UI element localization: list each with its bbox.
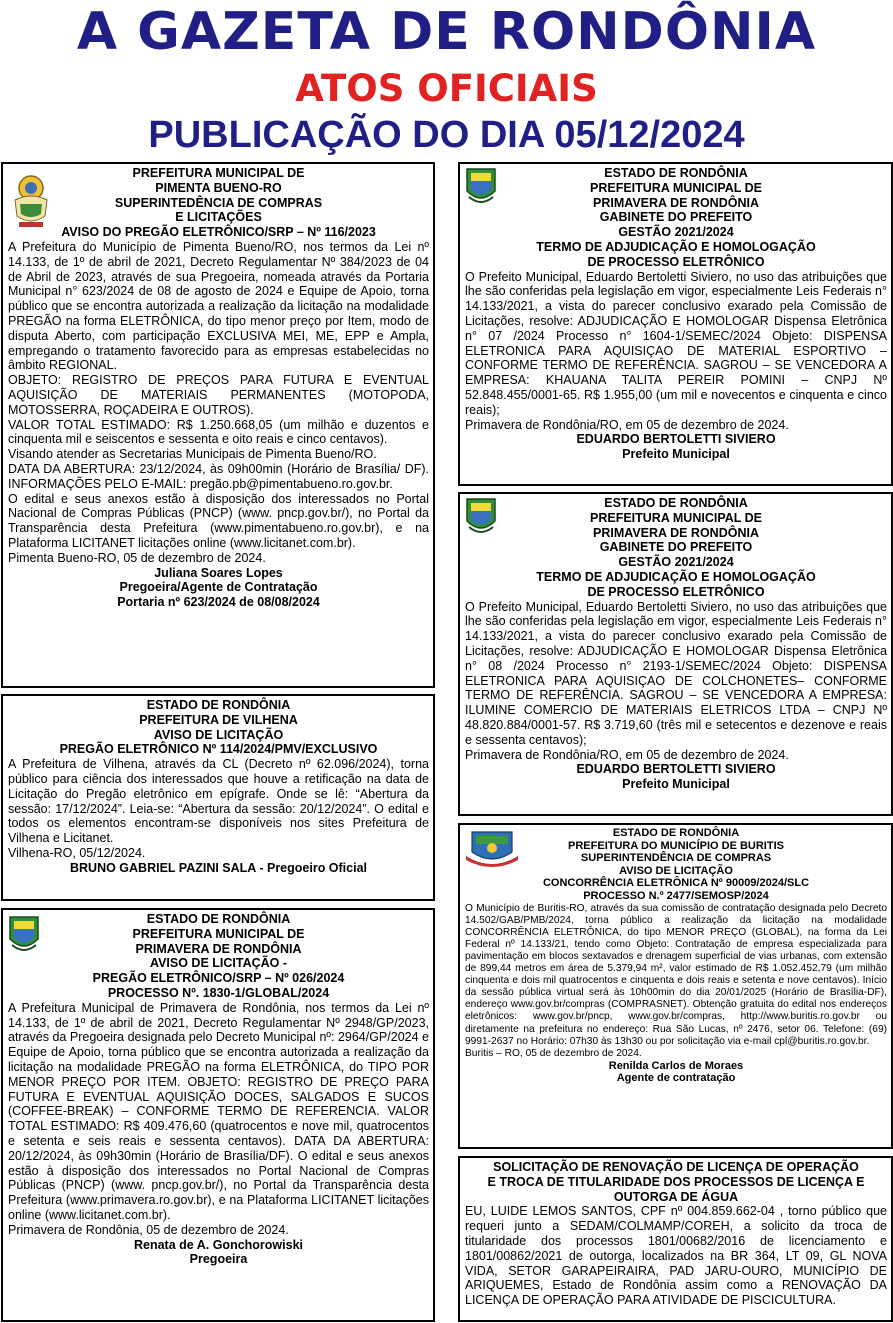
masthead-subtitle: ATOS OFICIAIS	[295, 67, 598, 110]
primavera-crest-icon	[465, 167, 497, 207]
notice-signature: Renata de A. Gonchorowiski Pregoeira	[133, 1237, 303, 1267]
notice-header: ESTADO DE RONDÔNIA PREFEITURA MUNICIPAL DE PRIMAVERA DE RONDÔNIA GABINETE DO PREFEITO GESTÃO 2021/2024 TERMO DE ADJUDICAÇÃO E HOMOLOGAÇÃO DE PROCESSO ELETRÔNICO	[536, 496, 816, 599]
notice-header: SOLICITAÇÃO DE RENOVAÇÃO DE LICENÇA DE OPERAÇÃO E TROCA DE TITULARIDADE DOS PROCESSOS DE LICENÇA E OUTORGA DE ÁGUA	[487, 1160, 865, 1204]
notice-primavera-aviso	[1, 908, 435, 1322]
notice-body: O Prefeito Municipal, Eduardo Bertoletti Siviero, no uso das atribuições que lhe são conferidas pela legislação em vigor, especialmente Leis Federais n° 14.133/2021, a vista do parecer conclusivo exarado pela Comissão de Licitações, resolve: ADJUDICAÇÃO E HOMOLOGAR Dispensa Eletrônica n° 08 /2024 Processo n° 2193-1/SEMEC/2024 Objeto: DISPENSA ELETRONICA PARA AQUISIÇAO DE COLCHONETES– CONFORME TERMO DE REFERÊNCIA. SAGROU – SE VENCEDORA A EMPRESA: ILUMINE COMERCIO DE MATERIAIS ELETRICOS LTDA – CNPJ Nº 48.820.884/0001-57. R$ 3.719,60 (três mil e setecentos e dezenove e reais e sessenta centavos); Primavera de Rondônia/RO, em 05 de dezembro de 2024.	[465, 599, 887, 762]
notice-licenca	[458, 1156, 893, 1322]
notice-pimenta-bueno	[1, 162, 435, 688]
primavera-crest-icon	[465, 497, 497, 537]
pimenta-bueno-crest-icon	[11, 170, 51, 230]
buritis-crest-icon	[466, 828, 518, 868]
notice-primavera-termo-2	[458, 492, 893, 816]
notice-vilhena	[1, 694, 435, 901]
notice-signature: Renilda Carlos de Moraes Agente de contratação	[608, 1059, 744, 1085]
notice-body: EU, LUIDE LEMOS SANTOS, CPF nº 004.859.662-04 , torno público que requeri junto a SEDAM/COLMAMP/COREH, a solicito da troca de titularidade dos processos 1801/00682/2016 de licenciamento e 1801/00862/2021 de outorga, localizados na BR 364, LT 09, GL NOVA VIDA, SETOR GARAPEIRAIRA, PAD JARU-OURO, MUNICÍPIO DE ARIQUEMES, Estado de Rondônia assim como a RENOVAÇÃO DA LICENÇA DE OPERAÇÃO PARA ATIVIDADE DE PISCICULTURA.	[465, 1204, 887, 1308]
notice-signature: EDUARDO BERTOLETTI SIVIERO Prefeito Municipal	[576, 762, 776, 792]
notice-body: A Prefeitura Municipal de Primavera de Rondônia, nos termos da Lei nº 14.133, de 1º de abril de 2021, Decreto Regulamentar Nº 2948/GP/2023, através da Pregoeira designada pelo Decreto Municipal nº: 2964/GP/2024 e Equipe de Apoio, torna público que se encontra autorizada a realização da licitação na modalidade PREGÃO na forma ELETRÔNICA, do TIPO POR MENOR PREÇO POR ITEM. OBJETO: REGISTRO DE PREÇO PARA FUTURA E EVENTUAL AQUISIÇÃO DOCES, SALGADOS E SUCOS (COFFEE-BREAK) – CONFORME TERMO DE REFERENCIA. VALOR TOTAL ESTIMADO: R$ 409.476,60 (quatrocentos e nove mil, quatrocentos e setenta e seis reais e sessenta centavos). DATA DA ABERTURA: 20/12/2024, às 09h30min (Horário de Brasília/DF). O edital e seus anexos estão à disposição dos interessados no Portal Nacional de Compras Públicas (PNCP) (www. pncp.gov.br/), no Portal da Transparência desta Prefeitura (www.primavera.ro.gov.br), e na Plataforma LICITANET licitações online (www.licitanet.com.br). Primavera de Rondônia, 05 de dezembro de 2024.	[8, 1000, 429, 1237]
notice-header: ESTADO DE RONDÔNIA PREFEITURA DE VILHENA AVISO DE LICITAÇÃO PREGÃO ELETRÔNICO Nº 114/2024/PMV/EXCLUSIVO	[59, 698, 378, 757]
notice-header: ESTADO DE RONDÔNIA PREFEITURA DO MUNICÍPIO DE BURITIS SUPERINTENDÊNCIA DE COMPRAS AVISO DE LICITAÇÃO CONCORRÊNCIA ELETRÔNICA Nº 90009/2024/SLC PROCESSO N.º 2477/SEMOSP/2024	[542, 827, 810, 902]
notice-signature: EDUARDO BERTOLETTI SIVIERO Prefeito Municipal	[576, 432, 776, 462]
notice-signature: Juliana Soares Lopes Pregoeira/Agente de Contratação Portaria nº 623/2024 de 08/08/2024	[117, 565, 320, 610]
notice-header: ESTADO DE RONDÔNIA PREFEITURA MUNICIPAL DE PRIMAVERA DE RONDÔNIA GABINETE DO PREFEITO GESTÃO 2021/2024 TERMO DE ADJUDICAÇÃO E HOMOLOGAÇÃO DE PROCESSO ELETRÔNICO	[536, 166, 816, 269]
primavera-crest-icon	[8, 915, 40, 955]
notice-body: A Prefeitura de Vilhena, através da CL (Decreto nº 62.096/2024), torna público para ciência dos interessados que houve a retificação na data de Licitação do Pregão eletrônico em epígrafe. Onde se lê: “Abertura da sessão: 17/12/2024”. Leia-se: “Abertura da sessão: 20/12/2024”. O edital e todos os elementos encontram-se disponíveis nos sites Prefeitura de Vilhena e Licitanet. Vilhena-RO, 05/12/2024.	[8, 757, 429, 860]
notice-body: O Prefeito Municipal, Eduardo Bertoletti Siviero, no uso das atribuições que lhe são conferidas pela legislação em vigor, especialmente Leis Federais n° 14.133/2021, a vista do parecer conclusivo exarado pela Comissão de Licitações, resolve: ADJUDICAÇÃO E HOMOLOGAR Dispensa Eletrônica n° 07 /2024 Processo n° 1604-1/SEMEC/2024 Objeto: DISPENSA ELETRONICA PARA AQUISIÇAO DE MATERIAL ESPORTIVO – CONFORME TERMO DE REFERÊNCIA. SAGROU – SE VENCEDORA A EMPRESA: KHAUANA TALITA PEREIR POMINI – CNPJ Nº 52.848.455/0001-65. R$ 1.955,00 (um mil e novecentos e cinquenta e cinco reais); Primavera de Rondônia/RO, em 05 de dezembro de 2024.	[465, 269, 887, 432]
publication-date: PUBLICAÇÃO DO DIA 05/12/2024	[148, 114, 745, 156]
masthead-title: A GAZETA DE RONDÔNIA	[76, 2, 817, 62]
notice-header: ESTADO DE RONDÔNIA PREFEITURA MUNICIPAL DE PRIMAVERA DE RONDÔNIA AVISO DE LICITAÇÃO - PREGÃO ELETRÔNICO/SRP – Nº 026/2024 PROCESSO Nº. 1830-1/GLOBAL/2024	[92, 912, 345, 1000]
notice-body: O Município de Buritis-RO, através da sua comissão de contratação designada pelo Decreto 14.502/GAB/PMB/2024, torna público a realização da licitação na modalidade CONCORRÊNCIA ELETRÔNICA, do tipo MENOR PREÇO (GLOBAL), na forma da Lei Federal nº 14.133/21, tendo como Objeto: Contratação de empresa especializada para pavimentação em blocos sextavados e drenagem superficial de vias urbanas, com extensão de 899,44 metros em área de 5.379,94 m², valor estimado de R$ 1.052.452,79 (um milhão cinquenta e dois mil quatrocentos e cinquenta e dois reais e setenta e nove centavos). Início da sessão pública virtual será às 10h00min do dia 20/01/2025 (Horário de Brasília-DF), endereço www.gov.br/compras (COMPRASNET). Obtenção gratuita do edital nos endereços eletrônicos: www.gov.br/pncp, www.gov.br/compras, http://www.buritis.ro.gov.br ou diretamente na prefeitura no endereço: Rua São Lucas, nº 2476, setor 06. Telefone: (69) 9991-2637 no Horário: 07h30 às 13h30 ou por solicitação via e-mail cpl@buritis.ro.gov.br. Buritis – RO, 05 de dezembro de 2024.	[465, 902, 887, 1059]
notice-signature: BRUNO GABRIEL PAZINI SALA - Pregoeiro Oficial	[69, 860, 368, 875]
notice-body: A Prefeitura do Município de Pimenta Bueno/RO, nos termos da Lei nº 14.133, de 1º de abril de 2021, Decreto Regulamentar Nº 384/2023 de 04 de Abril de 2023, através de sua Pregoeira, nomeada através da Portaria Municipal n° 623/2024 de 08 de agosto de 2024 e Equipe de Apoio, torna público que se encontra autorizada a realização da licitação na modalidade PREGÃO na forma ELETRÔNICA, do tipo menor preço por Item, modo de disputa Aberto, com participação EXCLUSIVA MEI, ME, EPP e Ampla, empregando o tratamento favorecido para as empresas estabelecidas no âmbito REGIONAL. OBJETO: REGISTRO DE PREÇOS PARA FUTURA E EVENTUAL AQUISIÇÃO DE MATERIAIS PERMANENTES (MOTOPODA, MOTOSSERRA, ROÇADEIRA E OUTROS). VALOR TOTAL ESTIMADO: R$ 1.250.668,05 (um milhão e duzentos e cinquenta mil e seiscentos e sessenta e oito reais e cinco centavos). Visando atender as Secretarias Municipais de Pimenta Bueno/RO. DATA DA ABERTURA: 23/12/2024, às 09h00min (Horário de Brasília/ DF). INFORMAÇÕES PELO E-MAIL: pregão.pb@pimentabueno.ro.gov.br. O edital e seus anexos estão à disposição dos interessados no Portal Nacional de Compras Públicas (PNCP) (www. pncp.gov.br/), no Portal da Transparência desta Prefeitura (www.pimentabueno.ro.gov.br), e na Plataforma LICITANET licitações online (www.licitanet.com.br). Pimenta Bueno-RO, 05 de dezembro de 2024.	[8, 239, 429, 565]
notice-header: PREFEITURA MUNICIPAL DE PIMENTA BUENO-RO SUPERINTEDÊNCIA DE COMPRAS E LICITAÇÕES AVISO DO PREGÃO ELETRÔNICO/SRP – Nº 116/2023	[61, 166, 376, 240]
notice-buritis	[458, 823, 893, 1149]
notice-primavera-termo-1	[458, 162, 893, 486]
